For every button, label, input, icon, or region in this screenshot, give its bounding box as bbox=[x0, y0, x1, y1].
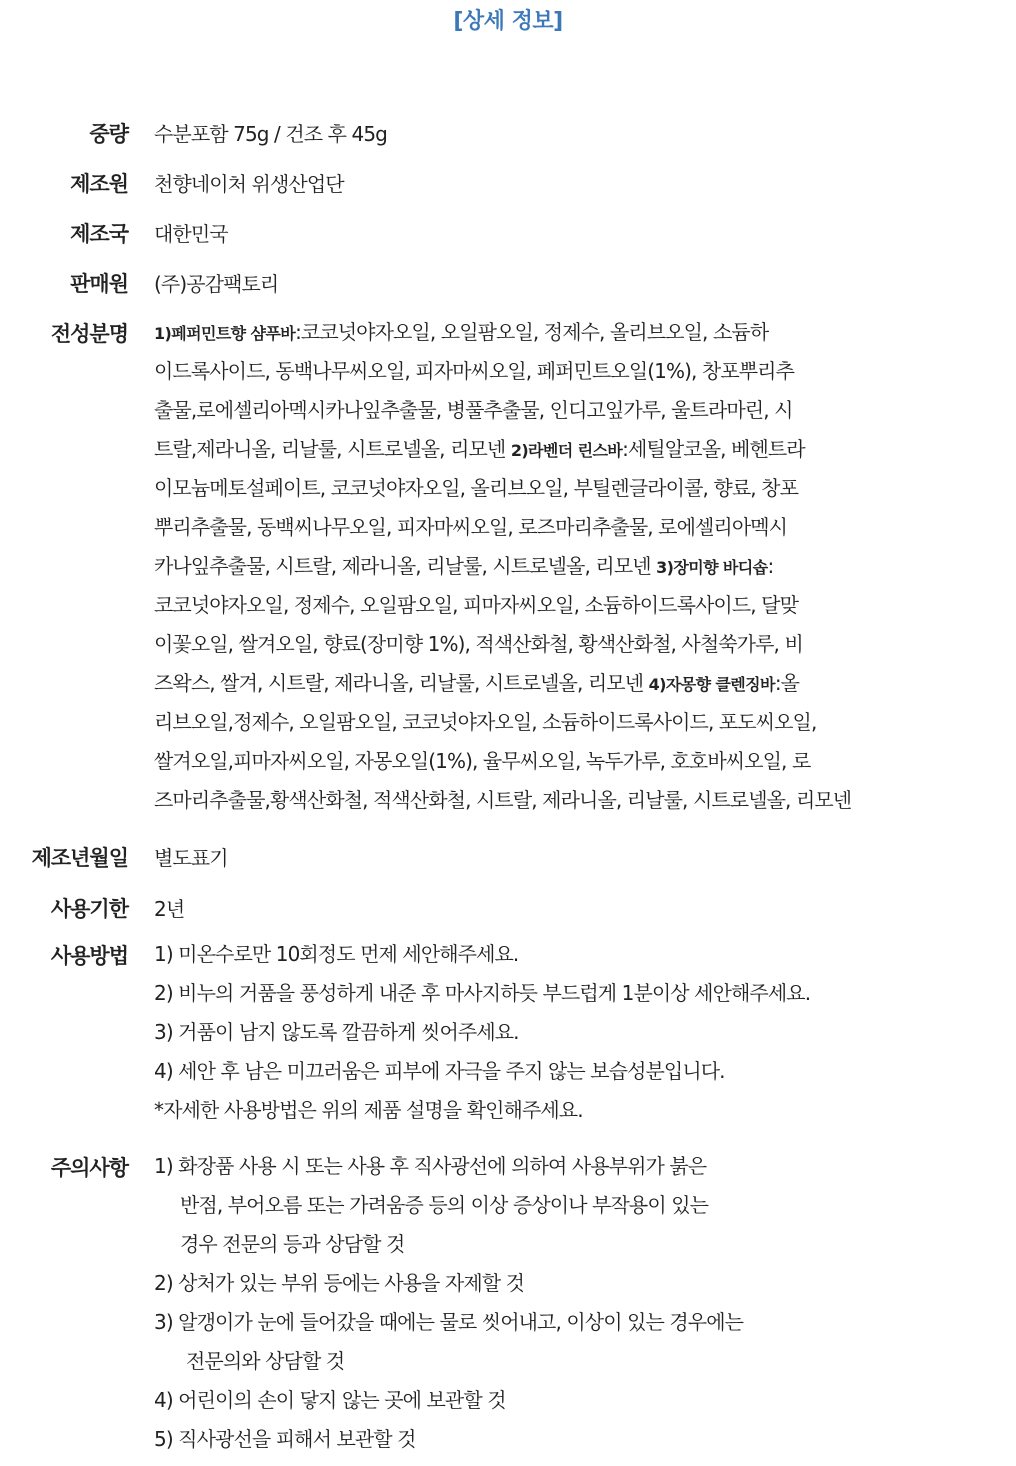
usage-line: 3) 거품이 남지 않도록 깔끔하게 씻어주세요. bbox=[154, 1020, 519, 1044]
caution-line: 1) 화장품 사용 시 또는 사용 후 직사광선에 의하여 사용부위가 붉은 bbox=[154, 1154, 707, 1178]
ingredients-line: 출물,로에셀리아멕시카나잎추출물, 병풀추출물, 인디고잎가루, 울트라마린, 시 bbox=[154, 398, 793, 422]
caution-line: 반점, 부어오름 또는 가려움증 등의 이상 증상이나 부작용이 있는 bbox=[180, 1193, 709, 1217]
country-value: 대한민국 bbox=[154, 222, 228, 246]
seller-value: (주)공감팩토리 bbox=[154, 272, 279, 296]
caution-line: 전문의와 상담할 것 bbox=[186, 1349, 345, 1373]
ingredients-line: 이꽃오일, 쌀겨오일, 향료(장미향 1%), 적색산화철, 황색산화철, 사철쑥가루, 비 bbox=[154, 632, 803, 656]
caution-line: 5) 직사광선을 피해서 보관할 것 bbox=[154, 1427, 416, 1451]
ingredients-text bbox=[154, 318, 1014, 825]
usage-line: *자세한 사용방법은 위의 제품 설명을 확인해주세요. bbox=[154, 1098, 583, 1122]
usage-line: 2) 비누의 거품을 풍성하게 내준 후 마사지하듯 부드럽게 1분이상 세안해주세요. bbox=[154, 981, 811, 1005]
maker-label: 제조원 bbox=[70, 172, 128, 196]
page-title: [상세 정보] bbox=[453, 9, 563, 34]
ingredients-line: 뿌리추출물, 동백씨나무오일, 피자마씨오일, 로즈마리추출물, 로에셀리아멕시 bbox=[154, 515, 788, 539]
ingredients-line: 즈마리추출물,황색산화철, 적색산화철, 시트랄, 제라니올, 리날룰, 시트로넬올, 리모넨 bbox=[154, 788, 852, 812]
expiry-value: 2년 bbox=[154, 897, 185, 921]
usage-text bbox=[154, 940, 1014, 1135]
ingredients-line: 코코넛야자오일, 정제수, 오일팜오일, 피마자씨오일, 소듐하이드록사이드, 달맞 bbox=[154, 593, 799, 617]
maker-value: 천향네이처 위생산업단 bbox=[154, 172, 344, 196]
caution-label: 주의사항 bbox=[50, 1156, 128, 1180]
ingredients-line: 이드록사이드, 동백나무씨오일, 피자마씨오일, 페퍼민트오일(1%), 창포뿌리추 bbox=[154, 359, 794, 383]
usage-label: 사용방법 bbox=[50, 944, 128, 968]
ingredients-line: 즈왁스, 쌀겨, 시트랄, 제라니올, 리날룰, 시트로넬올, 리모넨 4)자몽향 클렌징바:올 bbox=[154, 671, 800, 695]
usage-line: 4) 세안 후 남은 미끄러움은 피부에 자극을 주지 않는 보습성분입니다. bbox=[154, 1059, 725, 1083]
usage-line: 1) 미온수로만 10회정도 먼제 세안해주세요. bbox=[154, 942, 519, 966]
caution-line: 4) 어린이의 손이 닿지 않는 곳에 보관할 것 bbox=[154, 1388, 506, 1412]
ingredients-label: 전성분명 bbox=[50, 322, 128, 346]
weight-label: 중량 bbox=[89, 122, 128, 146]
ingredients-line: 리브오일,정제수, 오일팜오일, 코코넛야자오일, 소듐하이드록사이드, 포도씨오일, bbox=[154, 710, 817, 734]
mfg-date-value: 별도표기 bbox=[154, 846, 228, 870]
ingredients-line: 트랄,제라니올, 리날룰, 시트로넬올, 리모넨 2)라벤더 린스바:세틸알코올, 베헨트라 bbox=[154, 437, 805, 461]
ingredients-line: 쌀겨오일,피마자씨오일, 자몽오일(1%), 율무씨오일, 녹두가루, 호호바씨오일, 로 bbox=[154, 749, 811, 773]
ingredients-line: 카나잎추출물, 시트랄, 제라니올, 리날룰, 시트로넬올, 리모넨 3)장미향 바디솝: bbox=[154, 554, 774, 578]
caution-text bbox=[154, 1152, 1014, 1464]
caution-line: 2) 상처가 있는 부위 등에는 사용을 자제할 것 bbox=[154, 1271, 525, 1295]
expiry-label: 사용기한 bbox=[50, 897, 128, 921]
seller-label: 판매원 bbox=[70, 272, 128, 296]
mfg-date-label: 제조년월일 bbox=[31, 846, 128, 870]
caution-line: 3) 알갱이가 눈에 들어갔을 때에는 물로 씻어내고, 이상이 있는 경우에는 bbox=[154, 1310, 744, 1334]
weight-value: 수분포함 75g / 건조 후 45g bbox=[154, 122, 387, 146]
country-label: 제조국 bbox=[70, 222, 128, 246]
ingredients-line: 이모늄메토설페이트, 코코넛야자오일, 올리브오일, 부틸렌글라이콜, 향료, 창포 bbox=[154, 476, 799, 500]
caution-line: 경우 전문의 등과 상담할 것 bbox=[180, 1232, 405, 1256]
ingredients-line: 1)페퍼민트향 샴푸바:코코넛야자오일, 오일팜오일, 정제수, 올리브오일, 소듐하 bbox=[154, 320, 769, 344]
